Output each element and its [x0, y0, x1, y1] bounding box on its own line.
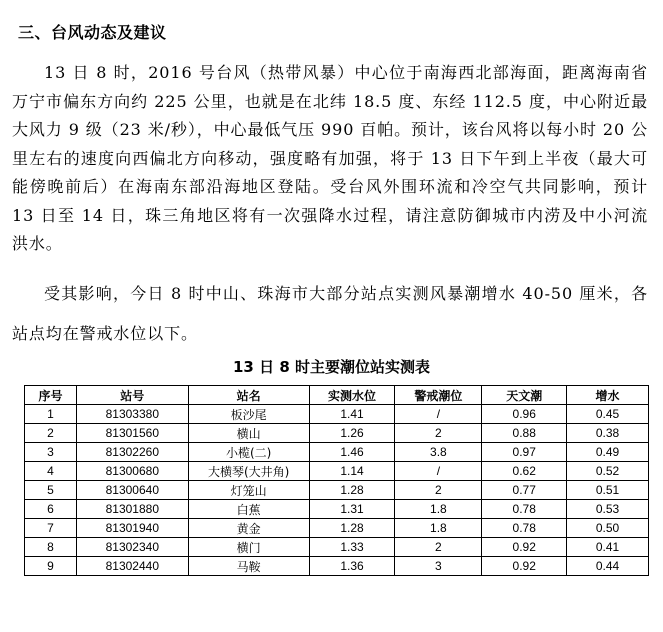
cell-station-id: 81302440	[76, 557, 188, 576]
cell-index: 6	[25, 500, 77, 519]
cell-warning-level: 2	[395, 481, 482, 500]
cell-station-id: 81303380	[76, 405, 188, 424]
cell-warning-level: 2	[395, 424, 482, 443]
cell-index: 4	[25, 462, 77, 481]
cell-station-name: 小榄(二)	[188, 443, 309, 462]
cell-station-id: 81300680	[76, 462, 188, 481]
cell-measured-level: 1.14	[309, 462, 395, 481]
cell-station-id: 81302260	[76, 443, 188, 462]
table-row	[25, 538, 649, 557]
cell-station-name: 横山	[188, 424, 309, 443]
table-row	[25, 519, 649, 538]
tide-station-table	[24, 385, 649, 576]
cell-surge: 0.41	[567, 538, 649, 557]
cell-station-name: 大横琴(大井角)	[188, 462, 309, 481]
cell-station-name: 横门	[188, 538, 309, 557]
table-row	[25, 462, 649, 481]
cell-station-id: 81301880	[76, 500, 188, 519]
cell-station-name: 板沙尾	[188, 405, 309, 424]
cell-measured-level: 1.36	[309, 557, 395, 576]
cell-surge: 0.45	[567, 405, 649, 424]
cell-station-name: 黄金	[188, 519, 309, 538]
col-header-station-id: 站号	[76, 386, 188, 405]
cell-astronomical-tide: 0.97	[482, 443, 567, 462]
cell-measured-level: 1.28	[309, 481, 395, 500]
cell-station-id: 81301560	[76, 424, 188, 443]
cell-station-id: 81302340	[76, 538, 188, 557]
table-row	[25, 500, 649, 519]
table-row	[25, 405, 649, 424]
cell-astronomical-tide: 0.77	[482, 481, 567, 500]
cell-measured-level: 1.46	[309, 443, 395, 462]
col-header-astronomical-tide: 天文潮	[482, 386, 567, 405]
storm-surge-paragraph: 受其影响，今日 8 时中山、珠海市大部分站点实测风暴潮增水 40-50 厘米，各站点均在警戒水位以下。	[12, 284, 648, 343]
cell-index: 7	[25, 519, 77, 538]
cell-index: 3	[25, 443, 77, 462]
cell-measured-level: 1.28	[309, 519, 395, 538]
table-row	[25, 557, 649, 576]
cell-station-name: 马鞍	[188, 557, 309, 576]
col-header-station-name: 站名	[188, 386, 309, 405]
table-row	[25, 424, 649, 443]
cell-measured-level: 1.31	[309, 500, 395, 519]
table-row	[25, 481, 649, 500]
cell-station-id: 81300640	[76, 481, 188, 500]
section-heading: 三、台风动态及建议	[18, 23, 167, 42]
cell-surge: 0.50	[567, 519, 649, 538]
cell-astronomical-tide: 0.78	[482, 500, 567, 519]
table-title: 13 日 8 时主要潮位站实测表	[233, 358, 430, 376]
cell-index: 5	[25, 481, 77, 500]
cell-station-name: 灯笼山	[188, 481, 309, 500]
cell-index: 9	[25, 557, 77, 576]
cell-surge: 0.51	[567, 481, 649, 500]
cell-measured-level: 1.33	[309, 538, 395, 557]
cell-warning-level: /	[395, 462, 482, 481]
cell-index: 1	[25, 405, 77, 424]
cell-astronomical-tide: 0.78	[482, 519, 567, 538]
cell-surge: 0.49	[567, 443, 649, 462]
cell-warning-level: 3	[395, 557, 482, 576]
col-header-measured-level: 实测水位	[309, 386, 395, 405]
cell-warning-level: 3.8	[395, 443, 482, 462]
cell-surge: 0.44	[567, 557, 649, 576]
cell-astronomical-tide: 0.92	[482, 557, 567, 576]
table-row	[25, 443, 649, 462]
cell-astronomical-tide: 0.88	[482, 424, 567, 443]
cell-warning-level: 1.8	[395, 519, 482, 538]
col-header-warning-level: 警戒潮位	[395, 386, 482, 405]
cell-astronomical-tide: 0.96	[482, 405, 567, 424]
cell-measured-level: 1.41	[309, 405, 395, 424]
col-header-surge: 增水	[567, 386, 649, 405]
cell-astronomical-tide: 0.62	[482, 462, 567, 481]
cell-index: 8	[25, 538, 77, 557]
cell-station-name: 白蕉	[188, 500, 309, 519]
cell-warning-level: /	[395, 405, 482, 424]
cell-station-id: 81301940	[76, 519, 188, 538]
cell-surge: 0.52	[567, 462, 649, 481]
cell-astronomical-tide: 0.92	[482, 538, 567, 557]
cell-measured-level: 1.26	[309, 424, 395, 443]
cell-warning-level: 2	[395, 538, 482, 557]
table-header-row	[25, 386, 649, 405]
typhoon-paragraph: 13 日 8 时，2016 号台风（热带风暴）中心位于南海西北部海面，距离海南省万宁市偏东方向约 225 公里，也就是在北纬 18.5 度、东经 112.5 度，中心附近最大风力 9 级（23 米/秒），中心最低气压 990 百帕。预计，该台风将以每小时 20 公里左右的速度向西偏北方向移动，强度略有加强，将于 13 日下午到上半夜（最大可能傍晚前后）在海南东部沿海地区登陆。受台风外围环流和冷空气共同影响，预计 13 日至 14 日，珠三角地区将有一次强降水过程，请注意防御城市内涝及中小河流洪水。	[12, 63, 648, 253]
col-header-index: 序号	[25, 386, 77, 405]
cell-surge: 0.53	[567, 500, 649, 519]
cell-warning-level: 1.8	[395, 500, 482, 519]
cell-surge: 0.38	[567, 424, 649, 443]
cell-index: 2	[25, 424, 77, 443]
